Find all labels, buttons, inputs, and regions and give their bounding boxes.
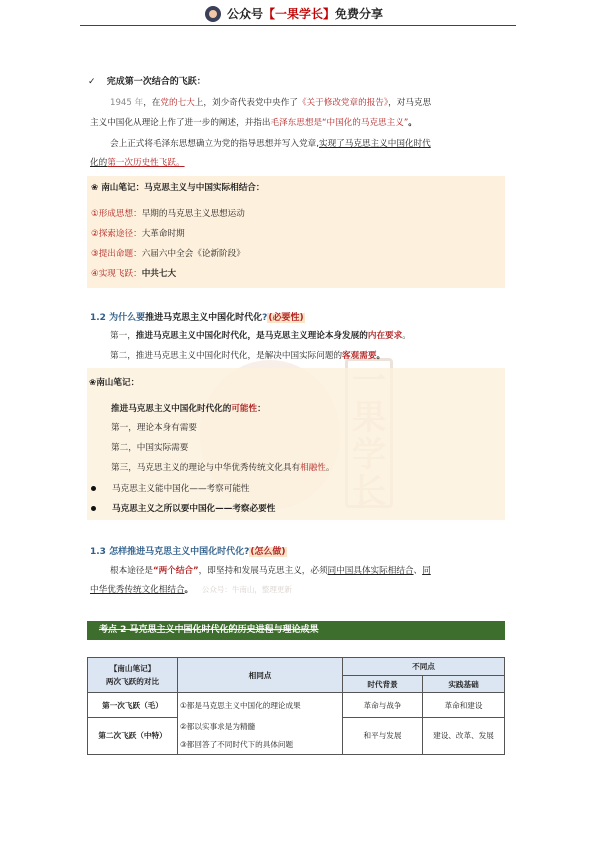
table-header-same: 相同点 — [178, 658, 343, 693]
bullet-icon — [91, 486, 96, 491]
bullet-possibility: 马克思主义能中国化——考察可能性 — [112, 484, 250, 494]
table-header-base: 实践基础 — [423, 676, 505, 693]
note-box-combination: ❀ 南山笔记：马克思主义与中国实际相结合： ①形成思想：早期的马克思主义思想运动 ②探索途径：大革命时期 ③提出命题：六届六中全会《论新阶段》 ④实现飞跃：中共七大 — [87, 176, 505, 288]
note-item: 第一，理论本身有需要 — [111, 423, 197, 433]
check-icon: ✓ — [88, 77, 96, 87]
kaodian-banner: 考点 2 马克思主义中国化时代化的历史进程与理论成果 — [87, 621, 505, 640]
note-item: ③提出命题：六届六中全会《论新阶段》 — [91, 249, 245, 259]
paragraph-two-combinations: 根本途径是“两个结合”，即坚持和发展马克思主义，必须同中国具体实际相结合、同 — [110, 566, 431, 576]
note-item: ④实现飞跃：中共七大 — [91, 269, 177, 279]
table-row: 第一次飞跃（毛） ①都是马克思主义中国化的理论成果 革命与战争 革命和建设 — [88, 693, 505, 718]
header-title: 公众号【一果学长】免费分享 — [227, 7, 384, 21]
table-row: 第二次飞跃（中特） ②都以实事求是为精髓 ③都回答了不同时代下的具体问题 和平与发展 建设、改革、发展 — [88, 718, 505, 755]
paragraph-first-leap: 化的第一次历史性飞跃。 — [90, 158, 185, 168]
paragraph-1945: 1945 年，在党的七大上，刘少奇代表党中央作了《关于修改党章的报告》，对马克思 — [110, 98, 432, 108]
note-item: ②探索途径：大革命时期 — [91, 229, 185, 239]
table-header-background: 时代背景 — [343, 676, 423, 693]
section-heading-1-3: 1.3 怎样推进马克思主义中国化时代化?(怎么做) — [90, 547, 286, 557]
note-item: 第三，马克思主义的理论与中华优秀传统文化具有相融性。 — [111, 463, 335, 473]
note-item: 第二，中国实际需要 — [111, 443, 189, 453]
paragraph-1945-cont: 主义中国化从理论上作了进一步的阐述，并指出毛泽东思想是“中国化的马克思主义”。 — [90, 118, 417, 128]
section-heading: ✓ 完成第一次结合的飞跃： — [88, 77, 206, 87]
paragraph-two-combinations-cont: 中华优秀传统文化相结合。 公众号：牛南山，整理更新 — [90, 585, 292, 595]
note-item: ①形成思想：早期的马克思主义思想运动 — [91, 209, 245, 219]
table-header-left: 【南山笔记】 两次飞跃的对比 — [88, 658, 178, 693]
paragraph-necessity-1: 第一，推进马克思主义中国化时代化，是马克思主义理论本身发展的内在要求。 — [110, 331, 411, 341]
header-divider — [80, 25, 516, 26]
watermark-text: 公众号：牛南山，整理更新 — [201, 585, 292, 594]
page-header — [0, 0, 596, 28]
section-heading-1-2: 1.2 为什么要推进马克思主义中国化时代化?(必要性) — [90, 313, 304, 323]
paragraph-party-constitution: 会上正式将毛泽东思想确立为党的指导思想并写入党章,实现了马克思主义中国化时代 — [110, 139, 431, 149]
bullet-necessity: 马克思主义之所以要中国化——考察必要性 — [112, 504, 276, 514]
comparison-table — [87, 657, 505, 755]
table-header-diff: 不同点 — [343, 658, 505, 676]
paragraph-necessity-2: 第二，推进马克思主义中国化时代化，是解决中国实际问题的客观需要。 — [110, 351, 386, 361]
bullet-icon — [91, 506, 96, 511]
note-box-possibility: ❀南山笔记： 推进马克思主义中国化时代化的可能性： 第一，理论本身有需要 第二，中国实际需要 第三，马克思主义的理论与中华优秀传统文化具有相融性。 — [87, 368, 505, 520]
avatar-icon — [205, 6, 221, 22]
